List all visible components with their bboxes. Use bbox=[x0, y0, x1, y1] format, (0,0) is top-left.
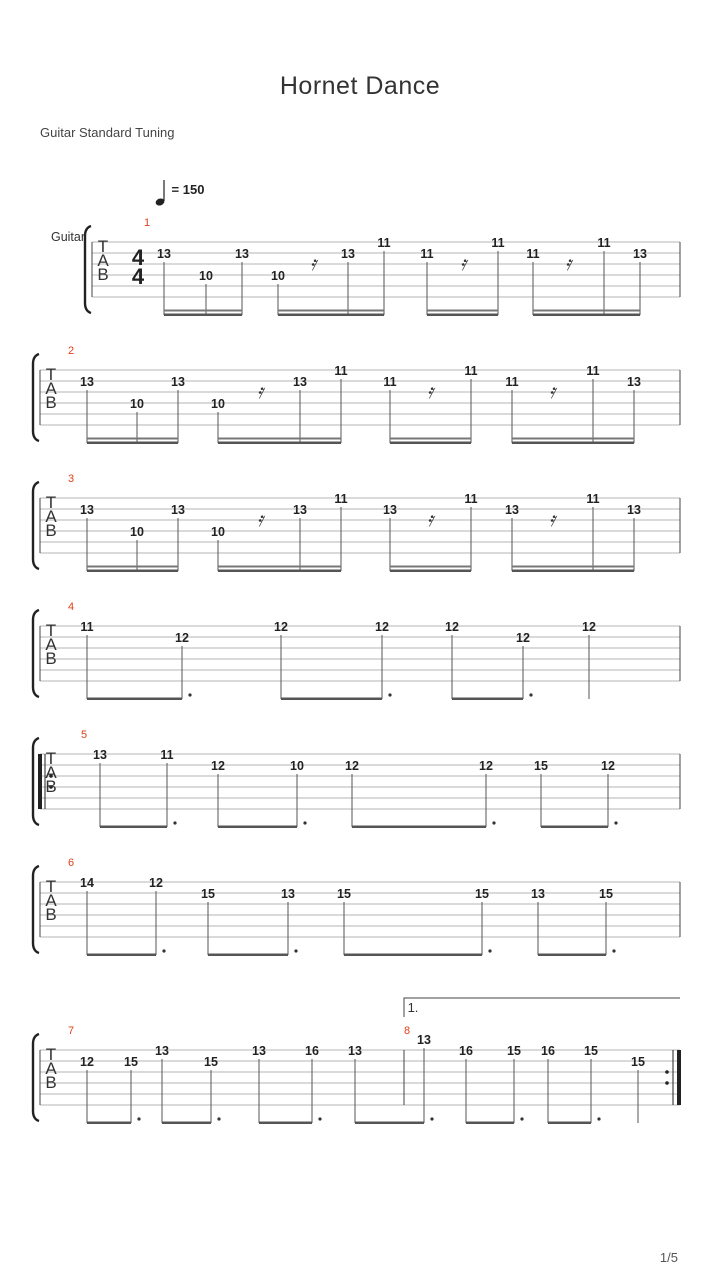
repeat-dot bbox=[665, 1081, 669, 1085]
dot-mark bbox=[294, 949, 297, 952]
page-number: 1/5 bbox=[659, 1250, 678, 1265]
tab-clef-letter: B bbox=[97, 265, 109, 284]
fret-number: 15 bbox=[204, 1055, 218, 1069]
fret-number: 11 bbox=[464, 364, 478, 378]
fret-number: 13 bbox=[383, 503, 397, 517]
fret-number: 10 bbox=[271, 269, 285, 283]
beam bbox=[218, 570, 341, 573]
fret-number: 11 bbox=[334, 364, 348, 378]
fret-number: 11 bbox=[597, 236, 611, 250]
tab-system-5 bbox=[33, 738, 680, 828]
fret-number: 10 bbox=[130, 525, 144, 539]
beam bbox=[218, 438, 341, 440]
fret-number: 16 bbox=[305, 1044, 319, 1058]
fret-number: 11 bbox=[586, 492, 600, 506]
system-bracket bbox=[33, 1034, 39, 1121]
beam bbox=[344, 954, 482, 957]
fret-number: 13 bbox=[627, 375, 641, 389]
fret-number: 14 bbox=[80, 876, 94, 890]
dot-mark bbox=[303, 821, 306, 824]
fret-number: 11 bbox=[160, 748, 174, 762]
fret-number: 11 bbox=[464, 492, 478, 506]
repeat-start-bar bbox=[38, 754, 42, 809]
fret-number: 16 bbox=[459, 1044, 473, 1058]
tab-clef-letter: T bbox=[97, 237, 109, 256]
fret-number: 10 bbox=[211, 397, 225, 411]
beam bbox=[164, 310, 242, 312]
measure-number: 7 bbox=[67, 1025, 75, 1037]
fret-number: 13 bbox=[80, 375, 94, 389]
beam bbox=[512, 566, 634, 568]
fret-number: 13 bbox=[293, 375, 307, 389]
fret-number: 12 bbox=[516, 631, 530, 645]
fret-number: 12 bbox=[80, 1055, 94, 1069]
fret-number: 11 bbox=[491, 236, 505, 250]
measure-number: 8 bbox=[403, 1025, 411, 1037]
tab-clef-letter: A bbox=[97, 251, 109, 270]
beam bbox=[548, 1122, 591, 1125]
fret-number: 13 bbox=[531, 887, 545, 901]
fret-number: 12 bbox=[375, 620, 389, 634]
beam bbox=[218, 566, 341, 568]
fret-number: 16 bbox=[541, 1044, 555, 1058]
dot-mark bbox=[188, 693, 191, 696]
fret-number: 12 bbox=[445, 620, 459, 634]
dot-mark bbox=[529, 693, 532, 696]
beam bbox=[533, 310, 640, 312]
fret-number: 13 bbox=[627, 503, 641, 517]
sixteenth-rest-icon: 𝄿 bbox=[564, 253, 572, 275]
tuning-label: Guitar Standard Tuning bbox=[40, 125, 175, 140]
fret-number: 11 bbox=[420, 247, 434, 261]
beam bbox=[390, 442, 471, 445]
beam bbox=[278, 314, 384, 317]
tab-clef-letter: T bbox=[45, 493, 57, 512]
beam bbox=[533, 314, 640, 317]
fret-number: 12 bbox=[345, 759, 359, 773]
fret-number: 11 bbox=[526, 247, 540, 261]
beam bbox=[87, 698, 182, 701]
beam bbox=[87, 566, 178, 568]
fret-number: 10 bbox=[130, 397, 144, 411]
system-bracket bbox=[33, 354, 39, 441]
fret-number: 11 bbox=[334, 492, 348, 506]
system-bracket bbox=[85, 226, 91, 313]
tab-clef-letter: T bbox=[45, 877, 57, 896]
measure-number: 6 bbox=[67, 857, 75, 869]
instrument-label: Guitar bbox=[50, 230, 86, 244]
beam bbox=[512, 570, 634, 573]
fret-number: 15 bbox=[201, 887, 215, 901]
dot-mark bbox=[430, 1117, 433, 1120]
beam bbox=[427, 314, 498, 317]
fret-number: 13 bbox=[80, 503, 94, 517]
dot-mark bbox=[488, 949, 491, 952]
fret-number: 15 bbox=[599, 887, 613, 901]
beam bbox=[452, 698, 523, 701]
beam bbox=[390, 570, 471, 573]
beam bbox=[538, 954, 606, 957]
fret-number: 11 bbox=[586, 364, 600, 378]
measure-number: 2 bbox=[67, 345, 75, 357]
measure-number: 1 bbox=[143, 217, 151, 229]
beam bbox=[352, 826, 486, 829]
fret-number: 10 bbox=[290, 759, 304, 773]
time-signature-top: 4 bbox=[131, 245, 145, 270]
system-bracket bbox=[33, 866, 39, 953]
dot-mark bbox=[388, 693, 391, 696]
fret-number: 13 bbox=[348, 1044, 362, 1058]
fret-number: 13 bbox=[171, 375, 185, 389]
fret-number: 15 bbox=[475, 887, 489, 901]
beam bbox=[164, 314, 242, 317]
sixteenth-rest-icon: 𝄿 bbox=[256, 509, 264, 531]
fret-number: 11 bbox=[377, 236, 391, 250]
sixteenth-rest-icon: 𝄿 bbox=[426, 381, 434, 403]
tab-clef-letter: B bbox=[45, 393, 57, 412]
fret-number: 13 bbox=[633, 247, 647, 261]
beam bbox=[87, 1122, 131, 1125]
fret-number: 12 bbox=[175, 631, 189, 645]
beam bbox=[355, 1122, 424, 1125]
beam bbox=[87, 570, 178, 573]
sixteenth-rest-icon: 𝄿 bbox=[256, 381, 264, 403]
fret-number: 13 bbox=[293, 503, 307, 517]
tempo-value: = 150 bbox=[171, 182, 205, 197]
tab-clef-letter: B bbox=[45, 777, 57, 796]
tab-clef-letter: A bbox=[45, 507, 57, 526]
sixteenth-rest-icon: 𝄿 bbox=[548, 381, 556, 403]
beam bbox=[427, 310, 498, 312]
dot-mark bbox=[217, 1117, 220, 1120]
dot-mark bbox=[597, 1117, 600, 1120]
fret-number: 13 bbox=[157, 247, 171, 261]
measure-number: 4 bbox=[67, 601, 75, 613]
dot-mark bbox=[173, 821, 176, 824]
sixteenth-rest-icon: 𝄿 bbox=[309, 253, 317, 275]
fret-number: 12 bbox=[479, 759, 493, 773]
tab-clef-letter: T bbox=[45, 365, 57, 384]
beam bbox=[100, 826, 167, 829]
dot-mark bbox=[162, 949, 165, 952]
beam bbox=[259, 1122, 312, 1125]
fret-number: 12 bbox=[211, 759, 225, 773]
repeat-end-bar bbox=[677, 1050, 681, 1105]
beam bbox=[541, 826, 608, 829]
repeat-dot bbox=[665, 1070, 669, 1074]
tab-system-6 bbox=[33, 866, 680, 956]
beam bbox=[466, 1122, 514, 1125]
tab-clef-letter: B bbox=[45, 521, 57, 540]
volta-bracket bbox=[404, 998, 680, 1017]
fret-number: 13 bbox=[281, 887, 295, 901]
tab-clef-letter: B bbox=[45, 905, 57, 924]
time-signature-bottom: 4 bbox=[131, 264, 145, 289]
tab-clef-letter: T bbox=[45, 621, 57, 640]
tempo-marking bbox=[155, 180, 166, 207]
score-title: Hornet Dance bbox=[279, 72, 441, 100]
system-bracket bbox=[33, 610, 39, 697]
fret-number: 12 bbox=[149, 876, 163, 890]
sixteenth-rest-icon: 𝄿 bbox=[459, 253, 467, 275]
beam bbox=[512, 442, 634, 445]
tab-clef-letter: A bbox=[45, 1059, 57, 1078]
beam bbox=[208, 954, 288, 957]
tab-clef-letter: B bbox=[45, 649, 57, 668]
fret-number: 11 bbox=[80, 620, 94, 634]
tab-clef-letter: A bbox=[45, 763, 57, 782]
beam bbox=[390, 438, 471, 440]
beam bbox=[390, 566, 471, 568]
beam bbox=[218, 442, 341, 445]
fret-number: 13 bbox=[505, 503, 519, 517]
fret-number: 13 bbox=[252, 1044, 266, 1058]
tab-clef-letter: A bbox=[45, 891, 57, 910]
beam bbox=[87, 442, 178, 445]
dot-mark bbox=[612, 949, 615, 952]
measure-number: 3 bbox=[67, 473, 75, 485]
fret-number: 12 bbox=[274, 620, 288, 634]
beam bbox=[281, 698, 382, 701]
fret-number: 15 bbox=[534, 759, 548, 773]
beam bbox=[87, 438, 178, 440]
fret-number: 15 bbox=[337, 887, 351, 901]
fret-number: 10 bbox=[211, 525, 225, 539]
fret-number: 13 bbox=[417, 1033, 431, 1047]
fret-number: 15 bbox=[631, 1055, 645, 1069]
tab-clef-letter: T bbox=[45, 1045, 57, 1064]
tab-clef-letter: B bbox=[45, 1073, 57, 1092]
fret-number: 13 bbox=[155, 1044, 169, 1058]
dot-mark bbox=[614, 821, 617, 824]
fret-number: 13 bbox=[341, 247, 355, 261]
sixteenth-rest-icon: 𝄿 bbox=[426, 509, 434, 531]
fret-number: 11 bbox=[505, 375, 519, 389]
beam bbox=[218, 826, 297, 829]
fret-number: 15 bbox=[124, 1055, 138, 1069]
fret-number: 12 bbox=[582, 620, 596, 634]
sixteenth-rest-icon: 𝄿 bbox=[548, 509, 556, 531]
dot-mark bbox=[137, 1117, 140, 1120]
tab-clef-letter: A bbox=[45, 379, 57, 398]
fret-number: 13 bbox=[235, 247, 249, 261]
fret-number: 15 bbox=[507, 1044, 521, 1058]
tab-clef-letter: A bbox=[45, 635, 57, 654]
fret-number: 13 bbox=[93, 748, 107, 762]
beam bbox=[87, 954, 156, 957]
fret-number: 10 bbox=[199, 269, 213, 283]
fret-number: 13 bbox=[171, 503, 185, 517]
beam bbox=[162, 1122, 211, 1125]
measure-number: 5 bbox=[80, 729, 88, 741]
fret-number: 12 bbox=[601, 759, 615, 773]
tab-clef-letter: T bbox=[45, 749, 57, 768]
system-bracket bbox=[33, 482, 39, 569]
beam bbox=[278, 310, 384, 312]
dot-mark bbox=[318, 1117, 321, 1120]
volta-label: 1. bbox=[407, 1000, 419, 1015]
dot-mark bbox=[492, 821, 495, 824]
dot-mark bbox=[520, 1117, 523, 1120]
fret-number: 11 bbox=[383, 375, 397, 389]
fret-number: 15 bbox=[584, 1044, 598, 1058]
beam bbox=[512, 438, 634, 440]
